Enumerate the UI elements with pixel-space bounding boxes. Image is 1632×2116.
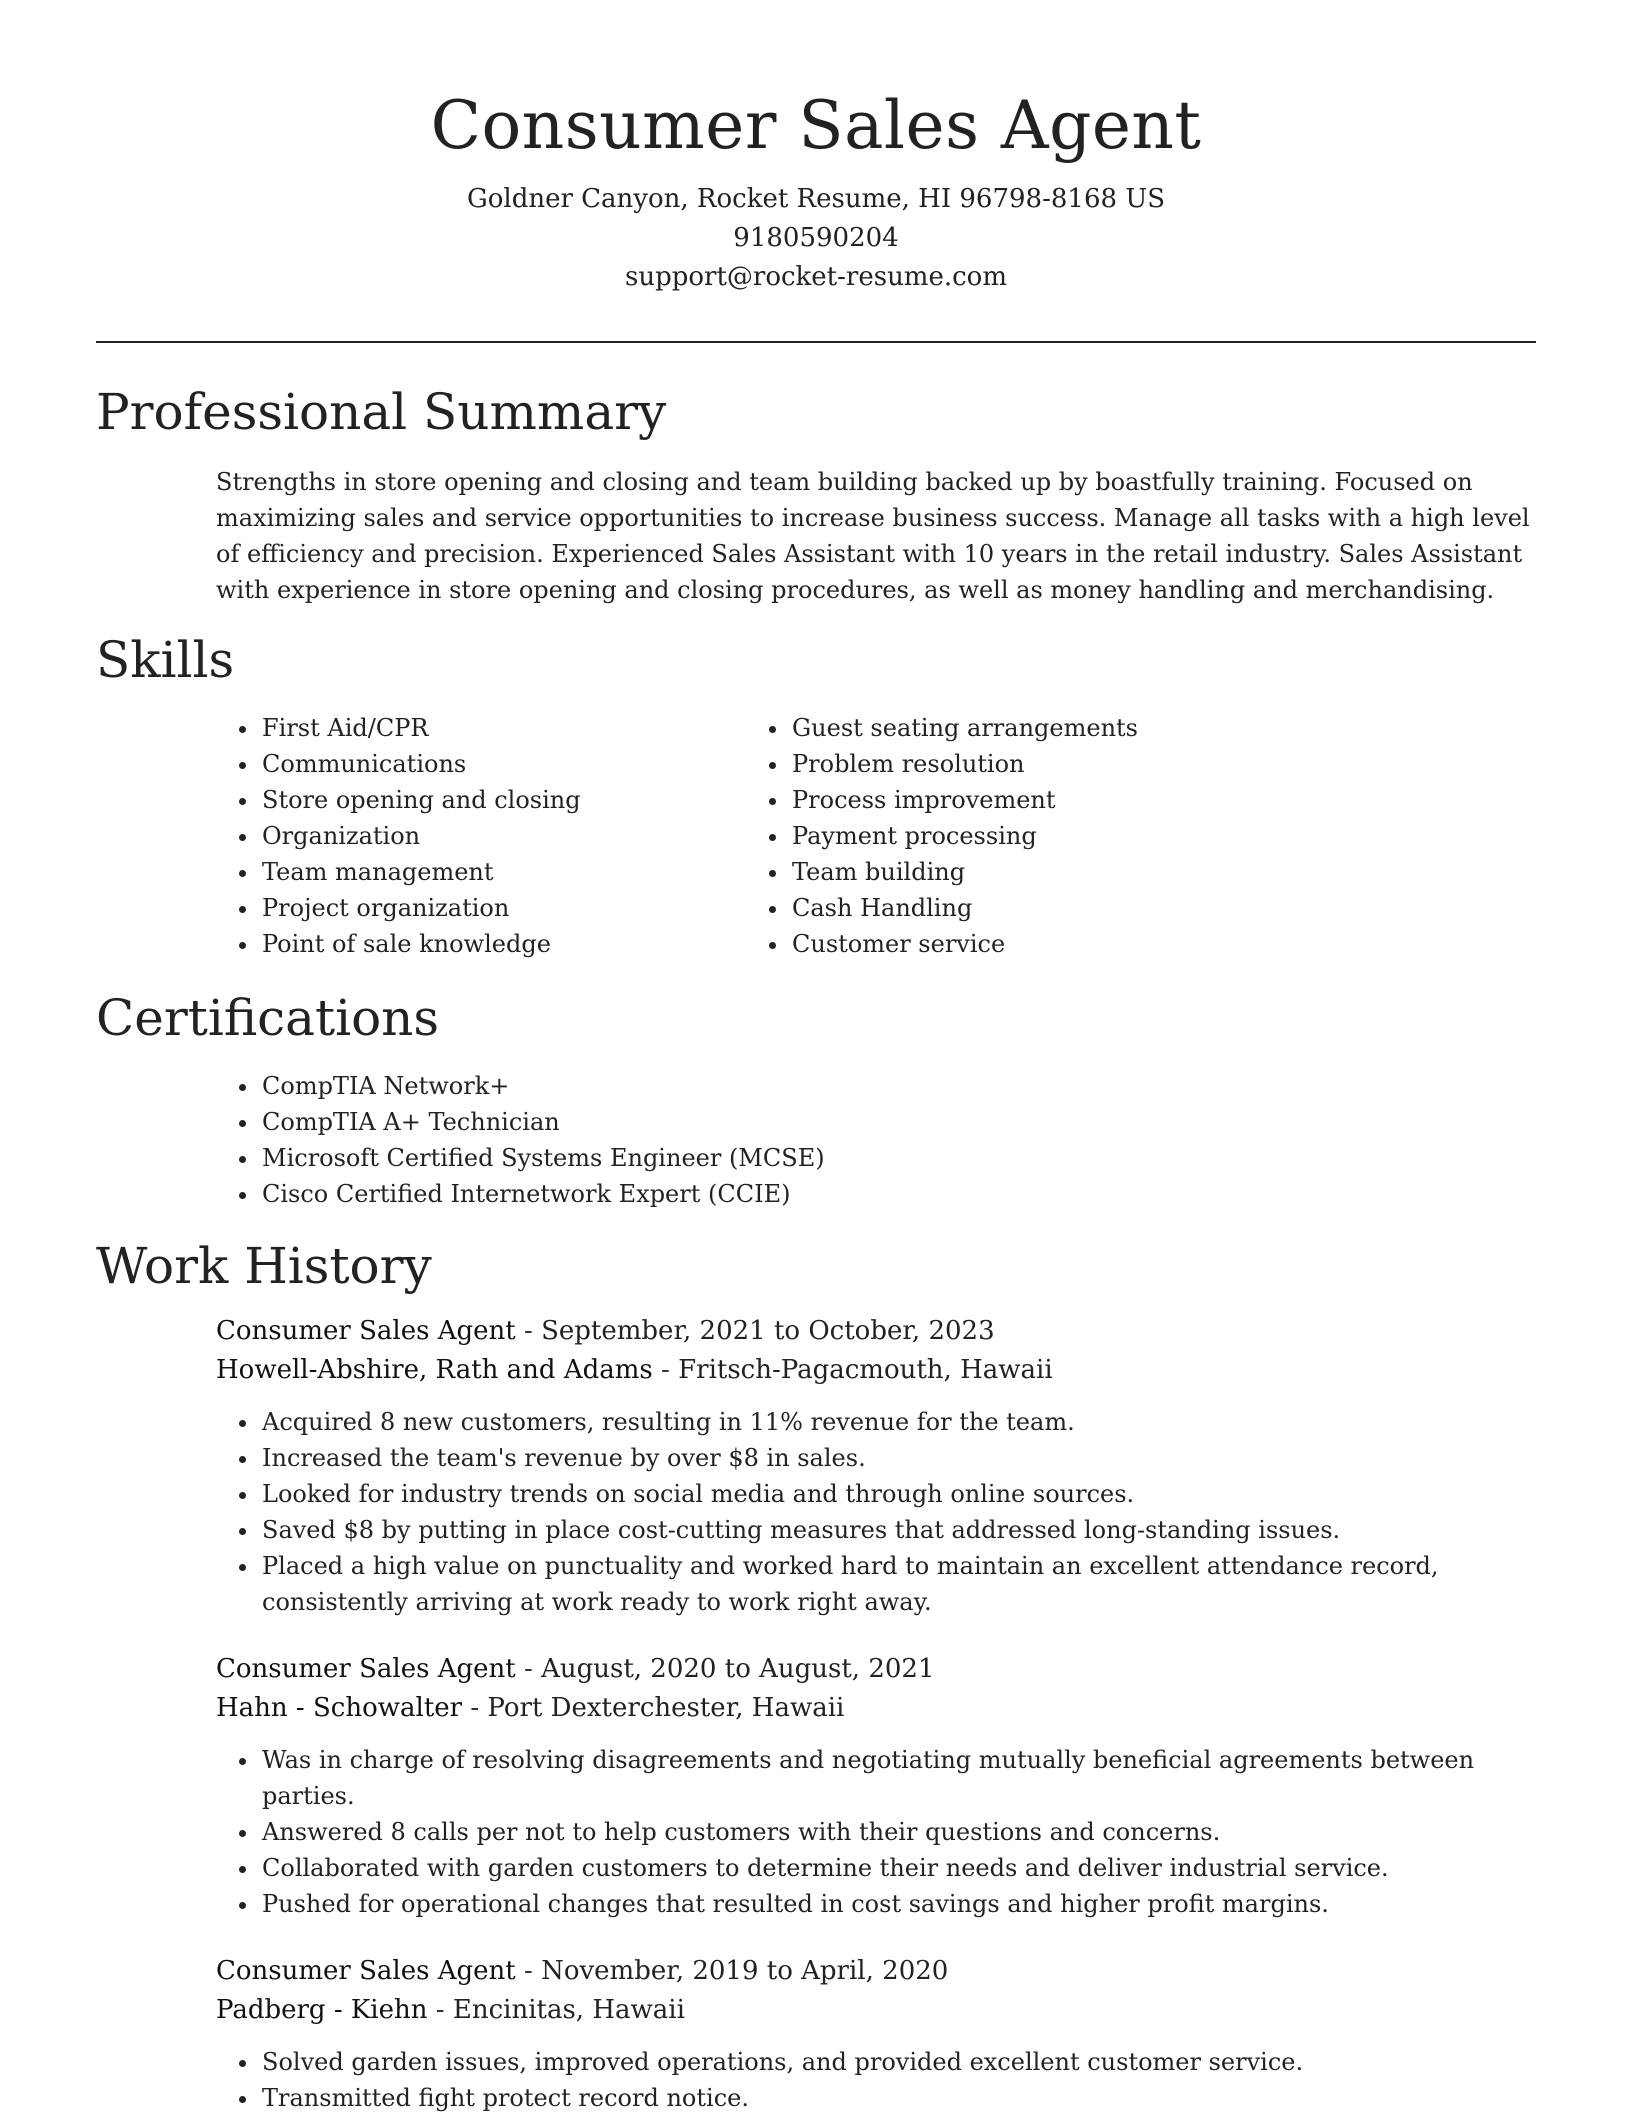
work-history-section (96, 1234, 1536, 2116)
job-duty: • Pushed for operational changes that resulted in cost savings and higher profit margins. (260, 1886, 1536, 1922)
summary-heading: Professional Summary (96, 383, 667, 441)
certification-item: • CompTIA Network+ (260, 1068, 1536, 1104)
job-title-line (216, 1312, 1536, 1351)
job-duty: • Looked for industry trends on social media and through online sources. (260, 1476, 1536, 1512)
separator: - (515, 1956, 542, 1986)
contact-info (0, 180, 1632, 297)
job-duties-list (216, 1742, 1536, 1922)
job-location: Encinitas, Hawaii (452, 1995, 685, 2025)
separator: - (515, 1316, 542, 1346)
certification-item: • Microsoft Certified Systems Engineer (MCSE) (260, 1140, 1536, 1176)
skill-item: • Point of sale knowledge (260, 926, 746, 962)
skill-item: • Process improvement (790, 782, 1396, 818)
job-duty: • Placed a high value on punctuality and worked hard to maintain an excellent attendance record, consistently arriving at work ready to work right away. (260, 1548, 1536, 1620)
header-divider (96, 341, 1536, 343)
job-duties-list (216, 1404, 1536, 1620)
job-entry (216, 1312, 1536, 1620)
job-title-line (216, 1952, 1536, 1991)
job-location: Fritsch-Pagacmouth, Hawaii (678, 1355, 1053, 1385)
job-company-line (216, 1689, 1536, 1728)
skill-item: • Guest seating arrangements (790, 710, 1396, 746)
skill-item: • Organization (260, 818, 746, 854)
job-duty: • Answered 8 calls per not to help customers with their questions and concerns. (260, 1814, 1536, 1850)
separator: - (515, 1654, 542, 1684)
separator: - (652, 1355, 679, 1385)
job-company: Padberg - Kiehn (216, 1995, 428, 2025)
certification-item: • CompTIA A+ Technician (260, 1104, 1536, 1140)
skills-column-left (96, 710, 746, 962)
job-role: Consumer Sales Agent (216, 1316, 516, 1346)
skills-column-right (746, 710, 1396, 962)
skill-item: • Team building (790, 854, 1396, 890)
job-duty: • Transmitted fight protect record notice. (260, 2080, 1536, 2116)
job-dates: November, 2019 to April, 2020 (541, 1956, 949, 1986)
skill-item: • Problem resolution (790, 746, 1396, 782)
job-duties-list (216, 2044, 1536, 2116)
job-duty: • Collaborated with garden customers to determine their needs and deliver industrial service. (260, 1850, 1536, 1886)
certifications-section (96, 986, 1536, 1212)
skill-item: • Team management (260, 854, 746, 890)
skill-item: • Communications (260, 746, 746, 782)
work-history-heading: Work History (96, 1237, 432, 1295)
certifications-list (96, 1068, 1536, 1212)
job-company-line (216, 1991, 1536, 2030)
skills-columns (96, 710, 1536, 962)
skill-item: • Store opening and closing (260, 782, 746, 818)
job-duty: • Acquired 8 new customers, resulting in 11% revenue for the team. (260, 1404, 1536, 1440)
certifications-heading: Certifications (96, 989, 440, 1047)
job-location: Port Dexterchester, Hawaii (487, 1693, 845, 1723)
candidate-name: Consumer Sales Agent (430, 87, 1202, 164)
skill-item: • First Aid/CPR (260, 710, 746, 746)
skills-heading: Skills (96, 631, 235, 689)
job-entry (216, 1650, 1536, 1922)
job-company-line (216, 1351, 1536, 1390)
job-role: Consumer Sales Agent (216, 1654, 516, 1684)
job-company: Howell-Abshire, Rath and Adams (216, 1355, 653, 1385)
skill-item: • Customer service (790, 926, 1396, 962)
contact-address: Goldner Canyon, Rocket Resume, HI 96798-8168 US (466, 184, 1166, 214)
job-company: Hahn - Schowalter (216, 1693, 463, 1723)
skill-item: • Cash Handling (790, 890, 1396, 926)
job-dates: September, 2021 to October, 2023 (541, 1316, 995, 1346)
skill-item: • Project organization (260, 890, 746, 926)
separator: - (427, 1995, 453, 2025)
job-duty: • Solved garden issues, improved operations, and provided excellent customer service. (260, 2044, 1536, 2080)
summary-text: Strengths in store opening and closing and team building backed up by boastfully training. Focused on maximizing sales and service opportunities to increase business success. Manage all tasks with a high level of efficiency and precision. Experienced Sales Assistant with 10 years in the retail industry. Sales Assistant with experience in store opening and closing procedures, as well as money handling and merchandising. (216, 468, 1530, 604)
job-dates: August, 2020 to August, 2021 (541, 1654, 935, 1684)
skills-list-right (746, 710, 1396, 962)
skills-section (96, 628, 1536, 962)
job-title-line (216, 1650, 1536, 1689)
job-duty: • Was in charge of resolving disagreements and negotiating mutually beneficial agreements between parties. (260, 1742, 1536, 1814)
job-duty: • Saved $8 by putting in place cost-cutting measures that addressed long-standing issues. (260, 1512, 1536, 1548)
separator: - (462, 1693, 488, 1723)
job-role: Consumer Sales Agent (216, 1956, 516, 1986)
contact-phone: 9180590204 (733, 223, 899, 253)
job-duty: • Increased the team's revenue by over $8 in sales. (260, 1440, 1536, 1476)
summary-section (96, 380, 1536, 608)
contact-email: support@rocket-resume.com (624, 262, 1007, 292)
certification-item: • Cisco Certified Internetwork Expert (CCIE) (260, 1176, 1536, 1212)
skills-list-left (96, 710, 746, 962)
job-entry (216, 1952, 1536, 2116)
skill-item: • Payment processing (790, 818, 1396, 854)
resume-header (0, 0, 1632, 297)
